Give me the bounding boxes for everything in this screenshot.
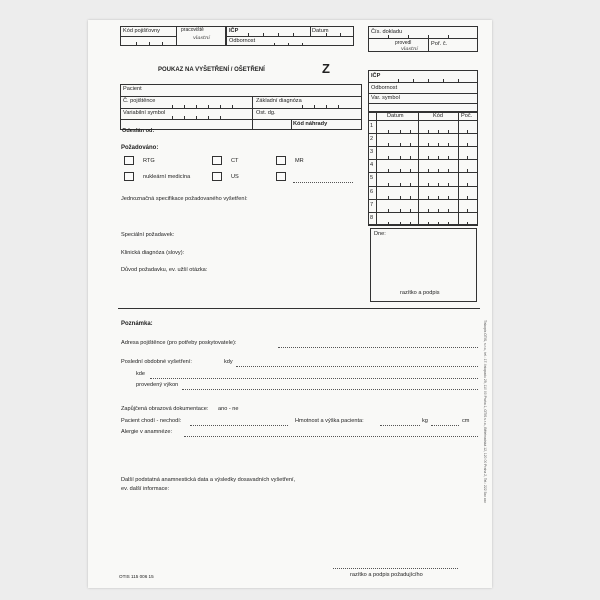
cm-label: cm — [462, 418, 470, 424]
other-field[interactable] — [293, 182, 353, 183]
hmotnost-field[interactable] — [380, 425, 420, 426]
table-row-number: 6 — [370, 188, 374, 195]
provedl-label: provedl — [395, 40, 412, 46]
por-c-label: Poř. č. — [431, 41, 448, 47]
kod-pojistovny-label: Kód pojišťovny — [123, 28, 160, 34]
right-panel-box — [368, 70, 478, 112]
right-odbornost-label: Odbornost — [371, 85, 398, 91]
printer-imprint: Tiskopis OTIS, s.r.o., tel.: 17. listopadu 29, 110 00 Praha 1, OTIS s.r.o., Bělehradská 12, 120 00 Praha 2, Tel.: 222 5xx xxx — [483, 320, 487, 503]
kod-nahrady-label: Kód náhrady — [293, 121, 328, 127]
poznamka-divider — [118, 308, 480, 309]
form-sheet — [88, 20, 492, 588]
table-row-number: 1 — [370, 123, 374, 129]
rtg-label: RTG — [143, 158, 155, 164]
c-pojistence-label: Č. pojištěnce — [123, 98, 156, 104]
mr-label: MR — [295, 158, 304, 164]
pracoviste-value: vlastní — [193, 35, 210, 41]
vykon-field[interactable] — [182, 389, 478, 390]
right-icp-label: IČP — [371, 73, 381, 79]
kde-field[interactable] — [150, 378, 478, 379]
form-letter: Z — [322, 61, 330, 76]
table-row-number: 2 — [370, 136, 374, 143]
kod-pojistovny-field[interactable] — [122, 37, 172, 45]
kdy-label: kdy — [224, 359, 233, 365]
razitko-podpis-label: razítko a podpis — [400, 290, 440, 296]
klinicka-diagnoza-label: Klinická diagnóza (slovy): — [121, 250, 185, 256]
table-row[interactable] — [377, 120, 477, 133]
cis-dokladu-label: Čís. dokladu — [371, 29, 403, 35]
provedl-value: vlastní — [401, 46, 418, 52]
form-code: OTIS 115 006 15 — [119, 574, 154, 579]
checkbox-us[interactable] — [212, 172, 222, 181]
poznamka-title: Poznámka: — [121, 321, 153, 327]
checkbox-nuklearni[interactable] — [124, 172, 134, 181]
duvod-pozadavku-label: Důvod požadavku, ev. užší otázka: — [121, 267, 208, 273]
datum-label: Datum — [312, 28, 329, 34]
pozadovano-title: Požadováno: — [121, 145, 159, 151]
col-kod-header: Kód — [433, 113, 443, 119]
cell-tick — [388, 222, 389, 225]
posledni-vysetreni-label: Poslední obdobné vyšetření: — [121, 359, 192, 365]
cell-tick — [448, 222, 449, 225]
odeslan-od-label: Odeslán od: — [122, 128, 155, 134]
pacient-chodi-label: Pacient chodí - nechodí: — [121, 418, 182, 424]
col-datum-header: Datum — [387, 113, 404, 119]
checkbox-other[interactable] — [276, 172, 286, 181]
kde-label: kde — [136, 371, 146, 377]
pacient-label: Pacient — [123, 86, 142, 92]
table-row[interactable] — [377, 146, 477, 159]
table-row[interactable] — [377, 186, 477, 199]
cell-tick — [428, 222, 429, 225]
specifikace-label: Jednoznačná specifikace požadovaného vyšetření: — [121, 196, 248, 202]
cell-tick — [410, 222, 411, 225]
alergie-field[interactable] — [184, 436, 478, 437]
table-row[interactable] — [377, 212, 477, 225]
ost-dg-label: Ost. dg. — [256, 110, 276, 116]
table-row-divider — [368, 225, 478, 226]
checkbox-mr[interactable] — [276, 156, 286, 165]
odbornost-label: Odbornost — [229, 38, 256, 44]
razitko-pozadujiciho-label: razítko a podpis požadujícího — [350, 572, 423, 578]
form-title: POUKAZ NA VYŠETŘENÍ / OŠETŘENÍ — [158, 67, 265, 73]
zapujcena-dokumentace-label: Zapůjčená obrazová dokumentace: — [121, 406, 209, 412]
zakladni-diagnoza-label: Základní diagnóza — [256, 98, 302, 104]
cell-tick — [467, 222, 468, 225]
cell-tick — [438, 222, 439, 225]
us-label: US — [231, 174, 239, 180]
checkbox-rtg[interactable] — [124, 156, 134, 165]
table-row-number: 5 — [370, 175, 374, 182]
checkbox-ct[interactable] — [212, 156, 222, 165]
ct-label: CT — [231, 158, 239, 164]
signature-line[interactable] — [333, 568, 458, 569]
provedeny-vykon-label: provedený výkon — [136, 382, 179, 388]
chodi-field[interactable] — [190, 425, 288, 426]
kg-label: kg — [422, 418, 428, 424]
nuklearni-label: nukleární medicína — [143, 174, 191, 180]
table-row-number: 7 — [370, 201, 374, 208]
alergie-label: Alergie v anamnéze: — [121, 429, 172, 435]
vyska-field[interactable] — [431, 425, 459, 426]
col-poc-header: Poč. — [461, 113, 473, 119]
right-var-symbol-label: Var. symbol — [371, 95, 400, 101]
specialni-pozadavek-label: Speciální požadavek: — [121, 232, 175, 238]
icp-label: IČP — [229, 28, 239, 34]
table-row[interactable] — [377, 199, 477, 212]
dalsi-data-label: Další podstatná anamnestická data a výsledky dosavadních vyšetření, — [121, 477, 296, 483]
table-row-number: 3 — [370, 149, 374, 156]
table-row-number: 8 — [370, 214, 374, 221]
table-row[interactable] — [377, 133, 477, 146]
adresa-label: Adresa pojištěnce (pro potřeby poskytovatele): — [121, 340, 237, 346]
variabilni-symbol-label: Variabilní symbol — [123, 110, 166, 116]
table-row[interactable] — [377, 159, 477, 172]
table-row-number: 4 — [370, 162, 374, 169]
dne-label: Dne: — [374, 231, 386, 237]
adresa-field[interactable] — [278, 347, 478, 348]
pracoviste-label: pracoviště — [181, 27, 204, 33]
table-row[interactable] — [377, 172, 477, 185]
kdy-field[interactable] — [236, 366, 478, 367]
hmotnost-label: Hmotnost a výška pacienta: — [295, 418, 364, 424]
cell-tick — [400, 222, 401, 225]
ano-ne-label: ano - ne — [218, 406, 239, 412]
dalsi-informace-label: ev. další informace: — [121, 486, 170, 492]
